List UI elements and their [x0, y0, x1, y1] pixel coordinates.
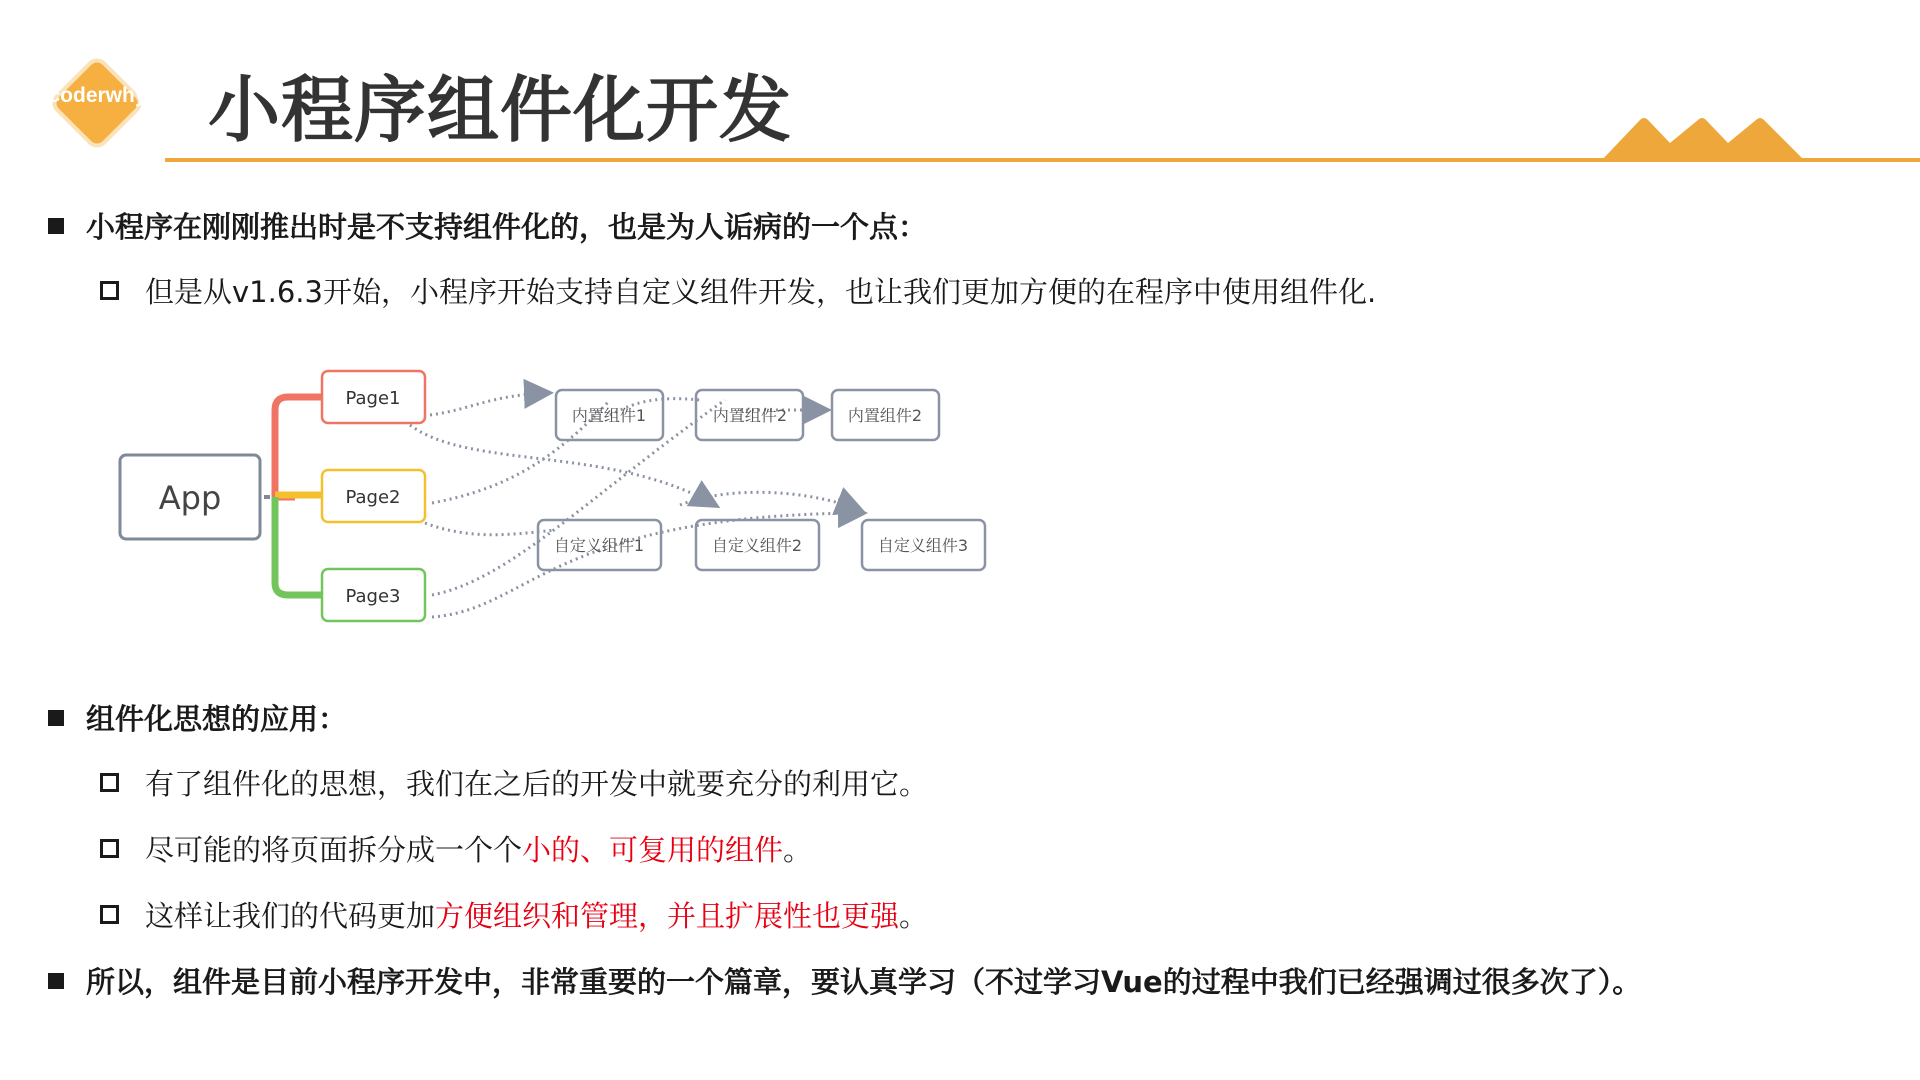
section2-item-text: 这样让我们的代码更加方便组织和管理，并且扩展性也更强。 [145, 899, 929, 933]
page3-label: Page3 [345, 586, 401, 607]
section3-heading-row [48, 960, 1641, 1001]
custom-component-label: 自定义组件2 [711, 536, 803, 555]
hollow-square-bullet-icon [100, 773, 119, 792]
hollow-square-bullet-icon [100, 839, 119, 858]
logo-text: coderwhy [48, 84, 147, 107]
filled-square-bullet-icon [48, 973, 64, 989]
section1-item [100, 270, 1376, 311]
filled-square-bullet-icon [48, 710, 64, 726]
page3-branch [275, 497, 322, 595]
builtin-component-label: 内置组件1 [571, 406, 647, 425]
custom-component-label: 自定义组件3 [877, 536, 969, 555]
page-title: 小程序组件化开发 [208, 68, 793, 152]
header-divider [165, 158, 1920, 162]
component-diagram [110, 355, 1010, 645]
dependency-arrows [410, 393, 862, 617]
section2-item-text: 有了组件化的思想，我们在之后的开发中就要充分的利用它。 [145, 767, 929, 801]
section2-heading-row [48, 697, 347, 738]
section2-item [100, 762, 928, 803]
mountains-decoration [1600, 115, 1840, 162]
section2-heading: 组件化思想的应用： [86, 702, 348, 736]
highlight-text: 小的、可复用的组件 [522, 833, 784, 867]
section1-heading-row [48, 205, 927, 246]
builtin-component-label: 内置组件2 [847, 406, 923, 425]
custom-component-label: 自定义组件1 [553, 536, 645, 555]
highlight-text: 方便组织和管理，并且扩展性也更强 [435, 899, 900, 933]
page1-label: Page1 [345, 388, 401, 409]
filled-square-bullet-icon [48, 218, 64, 234]
builtin-component-label: 内置组件2 [712, 406, 788, 425]
hollow-square-bullet-icon [100, 905, 119, 924]
section2-item-text: 尽可能的将页面拆分成一个个小的、可复用的组件。 [145, 833, 813, 867]
section3-heading: 所以，组件是目前小程序开发中，非常重要的一个篇章，要认真学习（不过学习Vue的过程中我们已经强调过很多次了）。 [86, 965, 1642, 999]
section1-item-text: 但是从v1.6.3开始，小程序开始支持自定义组件开发，也让我们更加方便的在程序中使用组件化. [145, 275, 1377, 309]
section2-item [100, 894, 928, 935]
page1-branch [275, 397, 322, 497]
page2-label: Page2 [345, 487, 401, 508]
hollow-square-bullet-icon [100, 281, 119, 300]
section1-heading: 小程序在刚刚推出时是不支持组件化的，也是为人诟病的一个点： [86, 210, 928, 244]
section2-item [100, 828, 812, 869]
app-node-label: App [158, 479, 222, 517]
